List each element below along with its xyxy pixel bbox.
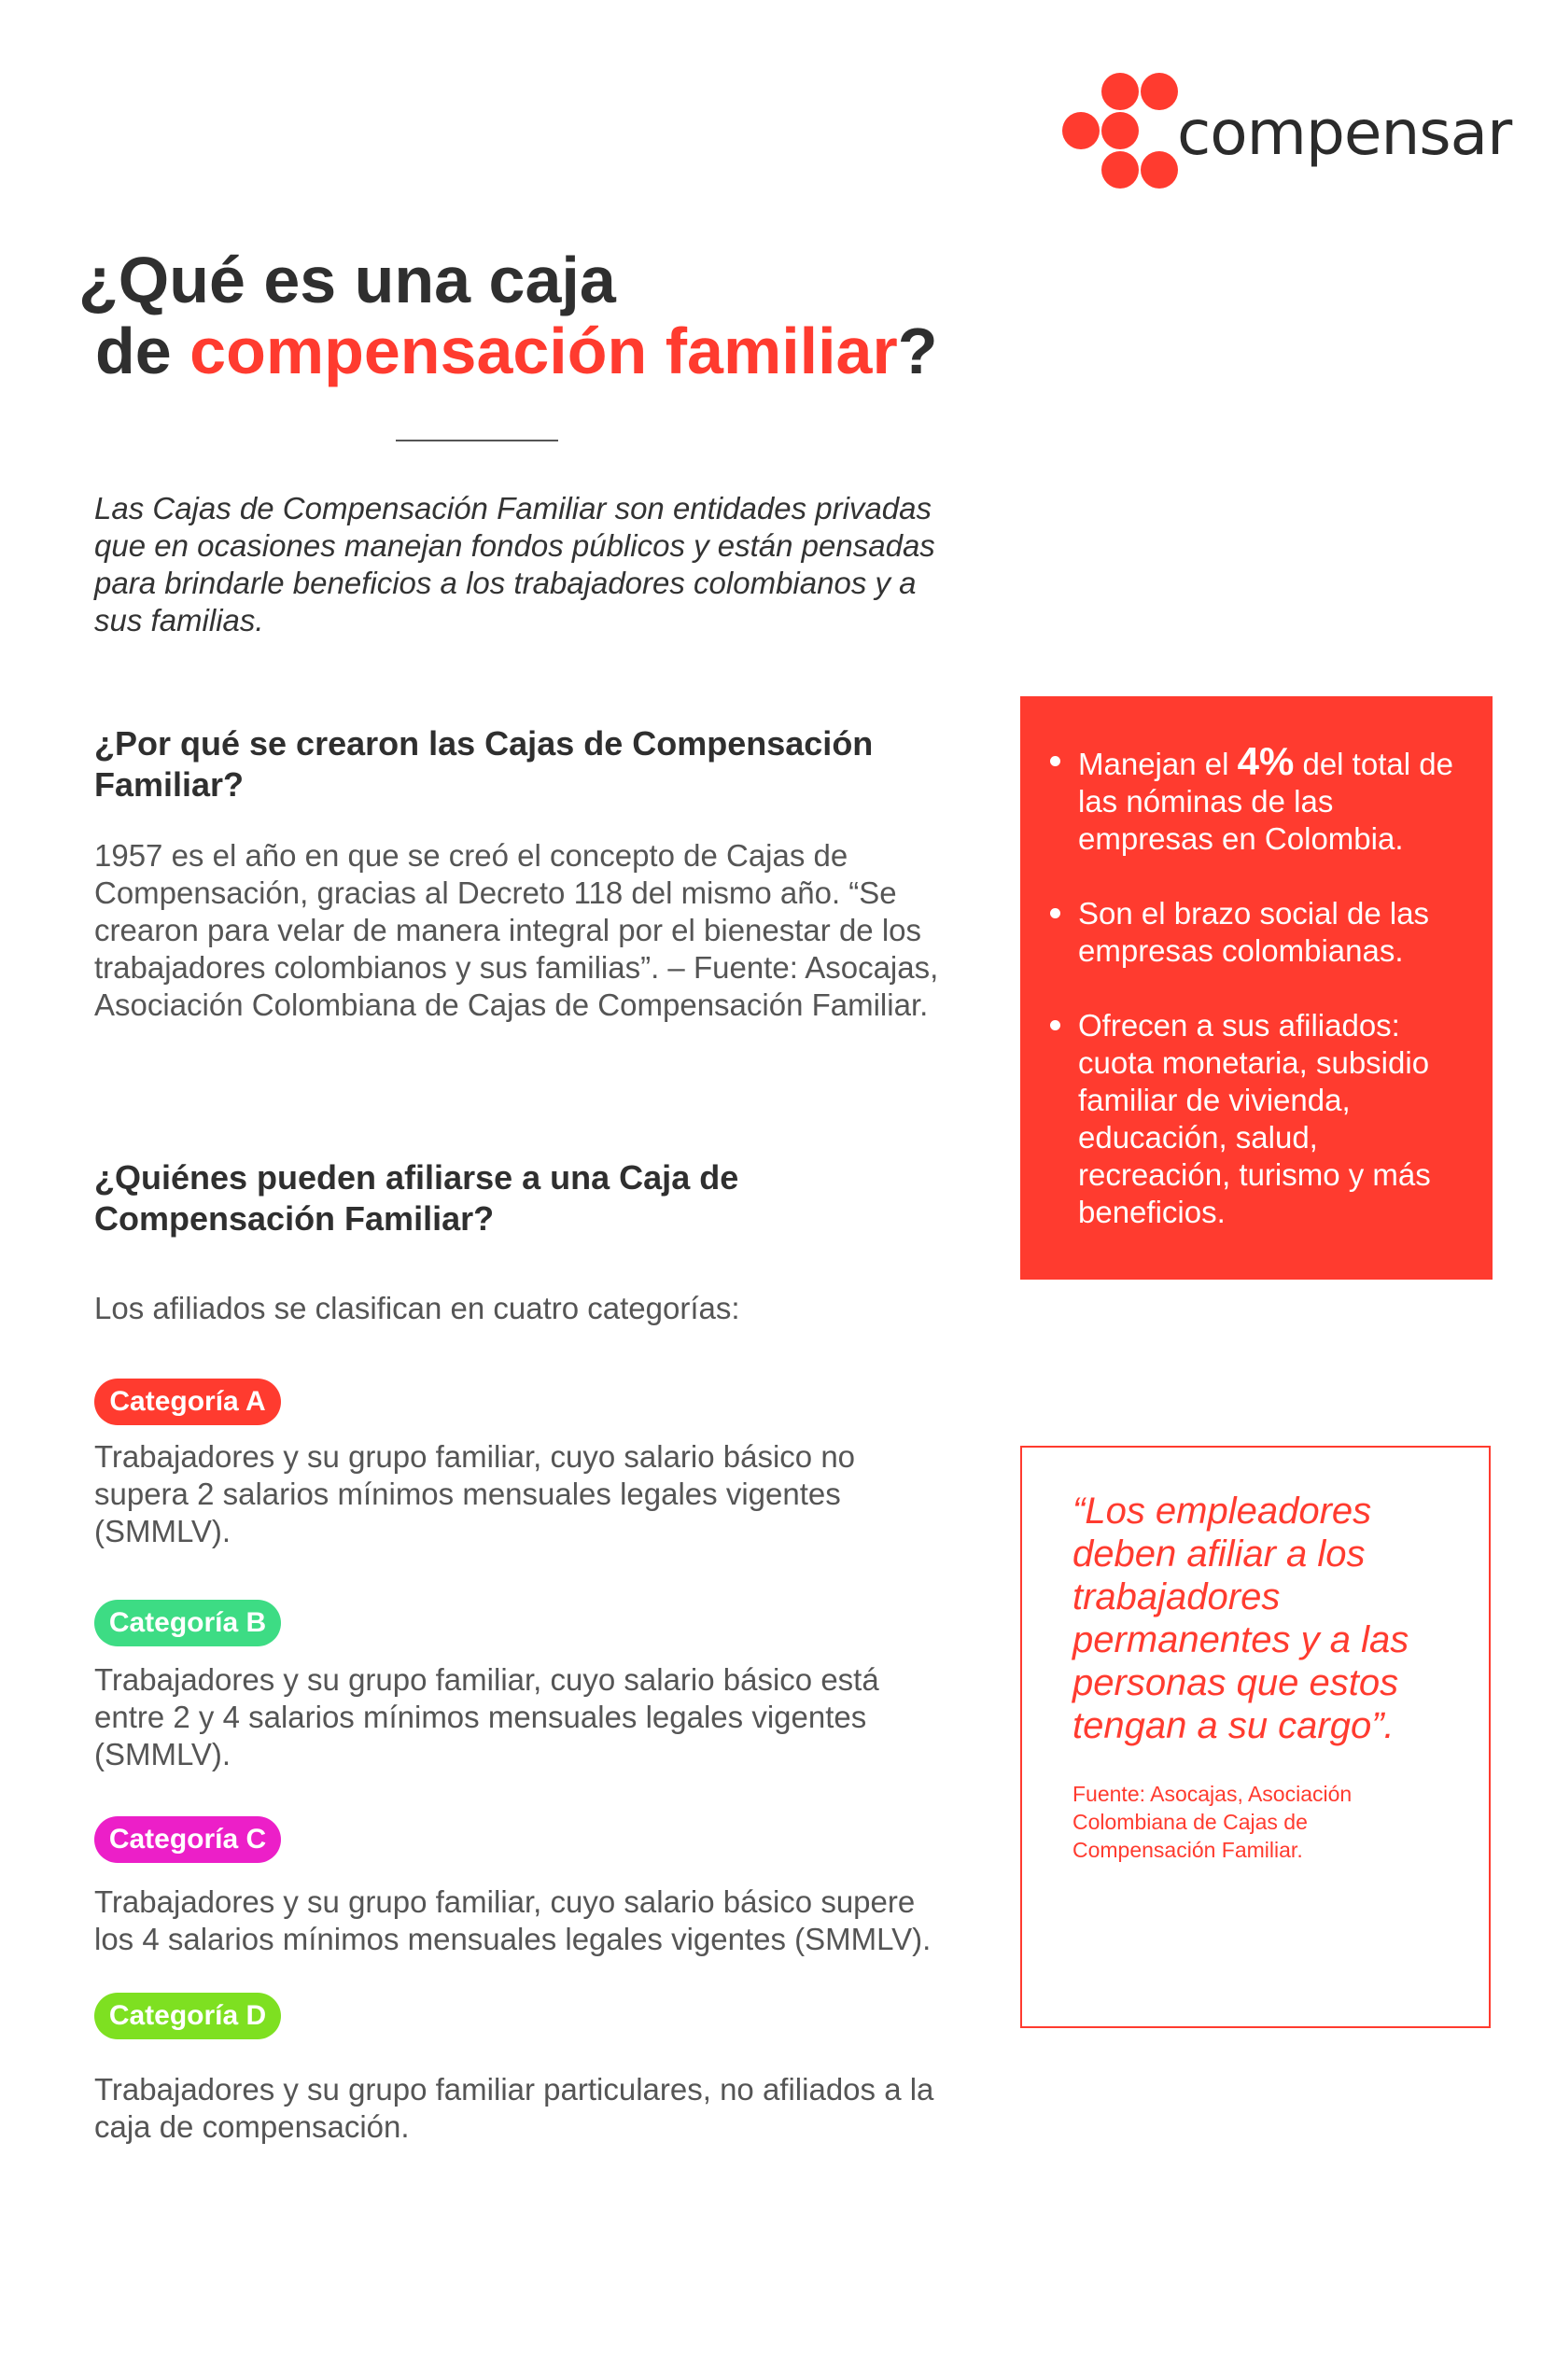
category-d-badge (94, 1993, 281, 2039)
category-c-text: Trabajadores y su grupo familiar, cuyo salario básico supere los 4 salarios mínimos mensuales legales vigentes (SMMLV). (94, 1884, 932, 1956)
page-title (78, 245, 1012, 386)
quote-box (1020, 1446, 1491, 2028)
category-badge: Categoría A (94, 1379, 281, 1425)
title-suffix: ? (897, 315, 938, 387)
section-heading-who: ¿Quiénes pueden afiliarse a una Caja de Compensación Familiar? (94, 1158, 739, 1238)
quote-source: Fuente: Asocajas, Asociación Colombiana de Cajas de Compensación Familiar. (1072, 1782, 1353, 1862)
fact-text: Ofrecen a sus afiliados: cuota monetaria, subsidio familiar de vivienda, educación, salud, recreación, turismo y más beneficios. (1078, 1008, 1431, 1229)
category-badge: Categoría D (94, 1993, 281, 2039)
fact-text: Manejan el (1078, 747, 1238, 781)
category-a-badge (94, 1379, 281, 1425)
category-c-badge (94, 1816, 281, 1863)
category-badge: Categoría C (94, 1816, 281, 1863)
bullet-icon (1050, 756, 1060, 766)
logo-wordmark: compensar (1177, 97, 1512, 169)
title-line-2 (78, 315, 1012, 386)
category-b-text: Trabajadores y su grupo familiar, cuyo salario básico está entre 2 y 4 salarios mínimos mensuales legales vigentes (SMMLV). (94, 1662, 879, 1771)
category-badge: Categoría B (94, 1600, 281, 1646)
section-heading-why: ¿Por qué se crearon las Cajas de Compensación Familiar? (94, 724, 874, 804)
category-b-badge (94, 1600, 281, 1646)
fact-text: Son el brazo social de las empresas colombianas. (1078, 896, 1430, 968)
category-a-text: Trabajadores y su grupo familiar, cuyo salario básico no supera 2 salarios mínimos mensuales legales vigentes (SMMLV). (94, 1439, 856, 1548)
facts-box (1020, 696, 1493, 1280)
fact-text: del total de las nóminas de las empresas en Colombia. (1078, 747, 1453, 856)
logo-dot-icon (1062, 112, 1100, 149)
section-intro-who: Los afiliados se clasifican en cuatro categorías: (94, 1291, 740, 1325)
intro-paragraph: Las Cajas de Compensación Familiar son entidades privadas que en ocasiones manejan fondos públicos y están pensadas para brindarle beneficios a los trabajadores colombianos y a sus familias. (94, 491, 935, 637)
logo-dot-icon (1141, 73, 1178, 110)
fact-item (1046, 895, 1457, 970)
logo-dot-icon (1141, 151, 1178, 189)
title-accent: compensación familiar (189, 315, 898, 387)
fact-item (1046, 1007, 1457, 1231)
compensar-logo (1062, 73, 1512, 189)
logo-dot-icon (1101, 73, 1139, 110)
fact-item (1046, 739, 1457, 858)
logo-dot-icon (1101, 112, 1139, 149)
logo-dot-icon (1101, 151, 1139, 189)
bullet-icon (1050, 908, 1060, 918)
title-divider (396, 440, 558, 441)
section-body-why: 1957 es el año en que se creó el concepto de Cajas de Compensación, gracias al Decreto 118 del mismo año. “Se crearon para velar de manera integral por el bienestar de los trabajadores colombianos y sus familias”. – Fuente: Asocajas, Asociación Colombiana de Cajas de Compensación Familiar. (94, 838, 939, 1022)
category-d-text: Trabajadores y su grupo familiar particulares, no afiliados a la caja de compensación. (94, 2072, 934, 2144)
title-prefix: de (95, 315, 190, 387)
fact-percent: 4% (1237, 739, 1295, 783)
bullet-icon (1050, 1020, 1060, 1030)
quote-text: “Los empleadores deben afiliar a los trabajadores permanentes y a las personas que estos tengan a su cargo”. (1072, 1491, 1409, 1746)
facts-list (1046, 739, 1457, 1268)
title-line-1: ¿Qué es una caja (78, 244, 616, 316)
